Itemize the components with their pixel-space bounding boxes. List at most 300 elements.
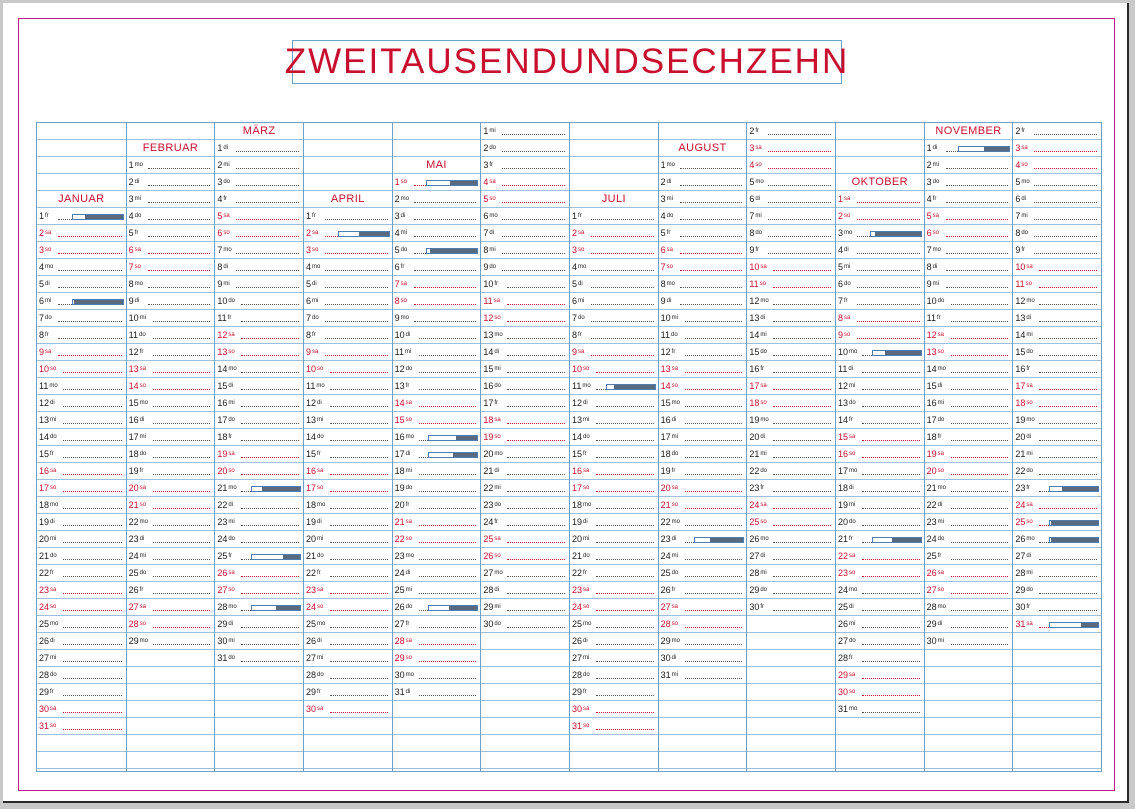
day-entry[interactable] bbox=[306, 414, 390, 427]
day-entry[interactable] bbox=[572, 465, 656, 478]
day-entry[interactable] bbox=[927, 482, 1011, 495]
day-entry[interactable] bbox=[483, 261, 567, 274]
day-entry[interactable] bbox=[39, 346, 124, 359]
day-entry[interactable] bbox=[129, 584, 213, 597]
day-entry[interactable] bbox=[927, 516, 1011, 529]
day-entry[interactable] bbox=[1015, 618, 1099, 631]
day-entry[interactable] bbox=[39, 295, 124, 308]
day-entry[interactable] bbox=[838, 482, 922, 495]
day-entry[interactable] bbox=[39, 329, 124, 342]
day-entry[interactable] bbox=[572, 601, 656, 614]
day-entry[interactable] bbox=[927, 278, 1011, 291]
day-entry[interactable] bbox=[395, 533, 479, 546]
day-entry[interactable] bbox=[572, 550, 656, 563]
day-entry[interactable] bbox=[129, 465, 213, 478]
day-entry[interactable] bbox=[1015, 125, 1099, 138]
day-entry[interactable] bbox=[217, 278, 301, 291]
day-entry[interactable] bbox=[1015, 550, 1099, 563]
day-entry[interactable] bbox=[217, 414, 301, 427]
day-entry[interactable] bbox=[661, 261, 745, 274]
day-entry[interactable] bbox=[129, 635, 213, 648]
day-entry[interactable] bbox=[217, 329, 301, 342]
day-entry[interactable] bbox=[838, 193, 922, 206]
day-entry[interactable] bbox=[749, 295, 833, 308]
day-entry[interactable] bbox=[306, 669, 390, 682]
day-entry[interactable] bbox=[129, 176, 213, 189]
day-entry[interactable] bbox=[572, 312, 656, 325]
day-entry[interactable] bbox=[749, 550, 833, 563]
day-entry[interactable] bbox=[483, 125, 567, 138]
day-entry[interactable] bbox=[395, 329, 479, 342]
day-entry[interactable] bbox=[217, 159, 301, 172]
day-entry[interactable] bbox=[129, 499, 213, 512]
day-entry[interactable] bbox=[129, 414, 213, 427]
day-entry[interactable] bbox=[927, 618, 1011, 631]
day-entry[interactable] bbox=[483, 176, 567, 189]
day-entry[interactable] bbox=[483, 227, 567, 240]
day-entry[interactable] bbox=[129, 210, 213, 223]
day-entry[interactable] bbox=[838, 312, 922, 325]
day-entry[interactable] bbox=[217, 601, 301, 614]
day-entry[interactable] bbox=[927, 176, 1011, 189]
day-entry[interactable] bbox=[661, 431, 745, 444]
day-entry[interactable] bbox=[129, 193, 213, 206]
day-entry[interactable] bbox=[39, 363, 124, 376]
day-entry[interactable] bbox=[306, 329, 390, 342]
day-entry[interactable] bbox=[1015, 397, 1099, 410]
day-entry[interactable] bbox=[838, 516, 922, 529]
day-entry[interactable] bbox=[217, 295, 301, 308]
day-entry[interactable] bbox=[1015, 414, 1099, 427]
day-entry[interactable] bbox=[129, 397, 213, 410]
day-entry[interactable] bbox=[927, 448, 1011, 461]
day-entry[interactable] bbox=[1015, 363, 1099, 376]
day-entry[interactable] bbox=[483, 363, 567, 376]
day-entry[interactable] bbox=[483, 448, 567, 461]
day-entry[interactable] bbox=[1015, 193, 1099, 206]
day-entry[interactable] bbox=[838, 448, 922, 461]
day-entry[interactable] bbox=[39, 584, 124, 597]
day-entry[interactable] bbox=[39, 703, 124, 716]
day-entry[interactable] bbox=[838, 584, 922, 597]
day-entry[interactable] bbox=[838, 635, 922, 648]
day-entry[interactable] bbox=[1015, 448, 1099, 461]
day-entry[interactable] bbox=[39, 210, 124, 223]
day-entry[interactable] bbox=[39, 448, 124, 461]
day-entry[interactable] bbox=[1015, 431, 1099, 444]
day-entry[interactable] bbox=[661, 465, 745, 478]
day-entry[interactable] bbox=[661, 584, 745, 597]
day-entry[interactable] bbox=[572, 210, 656, 223]
day-entry[interactable] bbox=[572, 363, 656, 376]
day-entry[interactable] bbox=[39, 499, 124, 512]
day-entry[interactable] bbox=[661, 210, 745, 223]
day-entry[interactable] bbox=[395, 414, 479, 427]
day-entry[interactable] bbox=[39, 720, 124, 733]
day-entry[interactable] bbox=[572, 516, 656, 529]
day-entry[interactable] bbox=[749, 329, 833, 342]
day-entry[interactable] bbox=[306, 465, 390, 478]
day-entry[interactable] bbox=[838, 210, 922, 223]
day-entry[interactable] bbox=[39, 278, 124, 291]
day-entry[interactable] bbox=[483, 329, 567, 342]
day-entry[interactable] bbox=[661, 363, 745, 376]
day-entry[interactable] bbox=[661, 244, 745, 257]
day-entry[interactable] bbox=[1015, 159, 1099, 172]
day-entry[interactable] bbox=[395, 448, 479, 461]
day-entry[interactable] bbox=[217, 397, 301, 410]
day-entry[interactable] bbox=[572, 567, 656, 580]
day-entry[interactable] bbox=[129, 618, 213, 631]
day-entry[interactable] bbox=[306, 601, 390, 614]
day-entry[interactable] bbox=[395, 380, 479, 393]
day-entry[interactable] bbox=[395, 635, 479, 648]
day-entry[interactable] bbox=[661, 652, 745, 665]
day-entry[interactable] bbox=[927, 363, 1011, 376]
day-entry[interactable] bbox=[661, 669, 745, 682]
day-entry[interactable] bbox=[39, 397, 124, 410]
day-entry[interactable] bbox=[395, 261, 479, 274]
day-entry[interactable] bbox=[572, 295, 656, 308]
day-entry[interactable] bbox=[838, 244, 922, 257]
day-entry[interactable] bbox=[927, 397, 1011, 410]
day-entry[interactable] bbox=[39, 312, 124, 325]
day-entry[interactable] bbox=[217, 516, 301, 529]
day-entry[interactable] bbox=[838, 669, 922, 682]
day-entry[interactable] bbox=[1015, 516, 1099, 529]
day-entry[interactable] bbox=[661, 414, 745, 427]
day-entry[interactable] bbox=[395, 278, 479, 291]
day-entry[interactable] bbox=[217, 567, 301, 580]
day-entry[interactable] bbox=[749, 159, 833, 172]
day-entry[interactable] bbox=[39, 465, 124, 478]
day-entry[interactable] bbox=[838, 363, 922, 376]
day-entry[interactable] bbox=[483, 584, 567, 597]
day-entry[interactable] bbox=[217, 346, 301, 359]
day-entry[interactable] bbox=[39, 567, 124, 580]
day-entry[interactable] bbox=[306, 533, 390, 546]
day-entry[interactable] bbox=[306, 584, 390, 597]
day-entry[interactable] bbox=[927, 244, 1011, 257]
day-entry[interactable] bbox=[217, 210, 301, 223]
day-entry[interactable] bbox=[927, 329, 1011, 342]
day-entry[interactable] bbox=[395, 601, 479, 614]
day-entry[interactable] bbox=[1015, 295, 1099, 308]
day-entry[interactable] bbox=[39, 431, 124, 444]
day-entry[interactable] bbox=[1015, 227, 1099, 240]
day-entry[interactable] bbox=[749, 482, 833, 495]
day-entry[interactable] bbox=[217, 533, 301, 546]
day-entry[interactable] bbox=[838, 550, 922, 563]
day-entry[interactable] bbox=[838, 431, 922, 444]
day-entry[interactable] bbox=[39, 227, 124, 240]
day-entry[interactable] bbox=[572, 278, 656, 291]
day-entry[interactable] bbox=[927, 380, 1011, 393]
day-entry[interactable] bbox=[572, 652, 656, 665]
day-entry[interactable] bbox=[129, 261, 213, 274]
day-entry[interactable] bbox=[572, 414, 656, 427]
day-entry[interactable] bbox=[306, 652, 390, 665]
day-entry[interactable] bbox=[306, 210, 390, 223]
day-entry[interactable] bbox=[661, 159, 745, 172]
day-entry[interactable] bbox=[483, 533, 567, 546]
day-entry[interactable] bbox=[217, 499, 301, 512]
day-entry[interactable] bbox=[749, 261, 833, 274]
day-entry[interactable] bbox=[749, 601, 833, 614]
day-entry[interactable] bbox=[572, 703, 656, 716]
day-entry[interactable] bbox=[306, 550, 390, 563]
day-entry[interactable] bbox=[927, 295, 1011, 308]
day-entry[interactable] bbox=[572, 686, 656, 699]
day-entry[interactable] bbox=[483, 465, 567, 478]
day-entry[interactable] bbox=[306, 380, 390, 393]
day-entry[interactable] bbox=[395, 482, 479, 495]
day-entry[interactable] bbox=[395, 227, 479, 240]
day-entry[interactable] bbox=[306, 261, 390, 274]
day-entry[interactable] bbox=[661, 380, 745, 393]
day-entry[interactable] bbox=[749, 227, 833, 240]
day-entry[interactable] bbox=[39, 669, 124, 682]
day-entry[interactable] bbox=[572, 329, 656, 342]
day-entry[interactable] bbox=[1015, 465, 1099, 478]
day-entry[interactable] bbox=[483, 210, 567, 223]
day-entry[interactable] bbox=[661, 550, 745, 563]
day-entry[interactable] bbox=[129, 516, 213, 529]
day-entry[interactable] bbox=[483, 567, 567, 580]
day-entry[interactable] bbox=[838, 397, 922, 410]
day-entry[interactable] bbox=[39, 261, 124, 274]
day-entry[interactable] bbox=[483, 159, 567, 172]
day-entry[interactable] bbox=[217, 550, 301, 563]
day-entry[interactable] bbox=[572, 720, 656, 733]
day-entry[interactable] bbox=[306, 244, 390, 257]
day-entry[interactable] bbox=[572, 380, 656, 393]
day-entry[interactable] bbox=[129, 431, 213, 444]
day-entry[interactable] bbox=[483, 278, 567, 291]
day-entry[interactable] bbox=[395, 244, 479, 257]
day-entry[interactable] bbox=[217, 244, 301, 257]
day-entry[interactable] bbox=[1015, 329, 1099, 342]
day-entry[interactable] bbox=[749, 567, 833, 580]
day-entry[interactable] bbox=[1015, 278, 1099, 291]
day-entry[interactable] bbox=[483, 499, 567, 512]
day-entry[interactable] bbox=[217, 142, 301, 155]
day-entry[interactable] bbox=[838, 227, 922, 240]
day-entry[interactable] bbox=[217, 193, 301, 206]
day-entry[interactable] bbox=[838, 278, 922, 291]
day-entry[interactable] bbox=[395, 584, 479, 597]
day-entry[interactable] bbox=[838, 652, 922, 665]
day-entry[interactable] bbox=[39, 601, 124, 614]
day-entry[interactable] bbox=[927, 533, 1011, 546]
day-entry[interactable] bbox=[217, 261, 301, 274]
day-entry[interactable] bbox=[927, 346, 1011, 359]
day-entry[interactable] bbox=[572, 448, 656, 461]
day-entry[interactable] bbox=[217, 465, 301, 478]
day-entry[interactable] bbox=[572, 533, 656, 546]
day-entry[interactable] bbox=[129, 550, 213, 563]
day-entry[interactable] bbox=[395, 686, 479, 699]
day-entry[interactable] bbox=[306, 295, 390, 308]
day-entry[interactable] bbox=[395, 210, 479, 223]
day-entry[interactable] bbox=[749, 533, 833, 546]
day-entry[interactable] bbox=[927, 210, 1011, 223]
day-entry[interactable] bbox=[572, 669, 656, 682]
day-entry[interactable] bbox=[749, 363, 833, 376]
day-entry[interactable] bbox=[1015, 601, 1099, 614]
day-entry[interactable] bbox=[749, 210, 833, 223]
day-entry[interactable] bbox=[306, 278, 390, 291]
day-entry[interactable] bbox=[217, 584, 301, 597]
day-entry[interactable] bbox=[395, 193, 479, 206]
day-entry[interactable] bbox=[661, 618, 745, 631]
day-entry[interactable] bbox=[749, 176, 833, 189]
day-entry[interactable] bbox=[129, 227, 213, 240]
day-entry[interactable] bbox=[395, 346, 479, 359]
day-entry[interactable] bbox=[483, 550, 567, 563]
day-entry[interactable] bbox=[661, 567, 745, 580]
day-entry[interactable] bbox=[306, 482, 390, 495]
day-entry[interactable] bbox=[306, 703, 390, 716]
day-entry[interactable] bbox=[395, 363, 479, 376]
day-entry[interactable] bbox=[395, 516, 479, 529]
day-entry[interactable] bbox=[838, 567, 922, 580]
day-entry[interactable] bbox=[927, 499, 1011, 512]
day-entry[interactable] bbox=[749, 397, 833, 410]
day-entry[interactable] bbox=[129, 533, 213, 546]
day-entry[interactable] bbox=[749, 278, 833, 291]
day-entry[interactable] bbox=[661, 295, 745, 308]
day-entry[interactable] bbox=[927, 601, 1011, 614]
day-entry[interactable] bbox=[306, 312, 390, 325]
day-entry[interactable] bbox=[1015, 176, 1099, 189]
day-entry[interactable] bbox=[1015, 312, 1099, 325]
day-entry[interactable] bbox=[395, 176, 479, 189]
day-entry[interactable] bbox=[129, 346, 213, 359]
day-entry[interactable] bbox=[661, 227, 745, 240]
day-entry[interactable] bbox=[749, 193, 833, 206]
day-entry[interactable] bbox=[1015, 567, 1099, 580]
day-entry[interactable] bbox=[129, 159, 213, 172]
day-entry[interactable] bbox=[838, 380, 922, 393]
day-entry[interactable] bbox=[129, 448, 213, 461]
day-entry[interactable] bbox=[129, 363, 213, 376]
day-entry[interactable] bbox=[661, 635, 745, 648]
day-entry[interactable] bbox=[217, 635, 301, 648]
day-entry[interactable] bbox=[483, 482, 567, 495]
day-entry[interactable] bbox=[749, 346, 833, 359]
day-entry[interactable] bbox=[838, 329, 922, 342]
day-entry[interactable] bbox=[483, 397, 567, 410]
day-entry[interactable] bbox=[749, 244, 833, 257]
day-entry[interactable] bbox=[749, 142, 833, 155]
day-entry[interactable] bbox=[39, 482, 124, 495]
day-entry[interactable] bbox=[306, 618, 390, 631]
day-entry[interactable] bbox=[39, 380, 124, 393]
day-entry[interactable] bbox=[661, 397, 745, 410]
day-entry[interactable] bbox=[838, 601, 922, 614]
day-entry[interactable] bbox=[661, 346, 745, 359]
day-entry[interactable] bbox=[927, 550, 1011, 563]
day-entry[interactable] bbox=[39, 635, 124, 648]
day-entry[interactable] bbox=[217, 227, 301, 240]
day-entry[interactable] bbox=[661, 482, 745, 495]
day-entry[interactable] bbox=[217, 363, 301, 376]
day-entry[interactable] bbox=[483, 618, 567, 631]
day-entry[interactable] bbox=[395, 465, 479, 478]
day-entry[interactable] bbox=[129, 567, 213, 580]
day-entry[interactable] bbox=[39, 550, 124, 563]
day-entry[interactable] bbox=[927, 431, 1011, 444]
day-entry[interactable] bbox=[483, 601, 567, 614]
day-entry[interactable] bbox=[39, 516, 124, 529]
day-entry[interactable] bbox=[838, 533, 922, 546]
day-entry[interactable] bbox=[661, 533, 745, 546]
day-entry[interactable] bbox=[39, 244, 124, 257]
day-entry[interactable] bbox=[217, 431, 301, 444]
day-entry[interactable] bbox=[306, 499, 390, 512]
day-entry[interactable] bbox=[483, 346, 567, 359]
day-entry[interactable] bbox=[927, 227, 1011, 240]
day-entry[interactable] bbox=[129, 601, 213, 614]
day-entry[interactable] bbox=[661, 499, 745, 512]
day-entry[interactable] bbox=[838, 703, 922, 716]
day-entry[interactable] bbox=[395, 499, 479, 512]
day-entry[interactable] bbox=[572, 431, 656, 444]
day-entry[interactable] bbox=[572, 261, 656, 274]
day-entry[interactable] bbox=[838, 499, 922, 512]
day-entry[interactable] bbox=[39, 533, 124, 546]
day-entry[interactable] bbox=[661, 329, 745, 342]
day-entry[interactable] bbox=[749, 584, 833, 597]
day-entry[interactable] bbox=[749, 448, 833, 461]
day-entry[interactable] bbox=[838, 414, 922, 427]
day-entry[interactable] bbox=[838, 261, 922, 274]
day-entry[interactable] bbox=[483, 312, 567, 325]
day-entry[interactable] bbox=[572, 244, 656, 257]
day-entry[interactable] bbox=[927, 414, 1011, 427]
day-entry[interactable] bbox=[749, 516, 833, 529]
day-entry[interactable] bbox=[306, 686, 390, 699]
day-entry[interactable] bbox=[217, 482, 301, 495]
day-entry[interactable] bbox=[572, 346, 656, 359]
day-entry[interactable] bbox=[395, 431, 479, 444]
day-entry[interactable] bbox=[306, 227, 390, 240]
day-entry[interactable] bbox=[1015, 346, 1099, 359]
day-entry[interactable] bbox=[572, 499, 656, 512]
day-entry[interactable] bbox=[306, 516, 390, 529]
day-entry[interactable] bbox=[749, 414, 833, 427]
day-entry[interactable] bbox=[927, 193, 1011, 206]
day-entry[interactable] bbox=[927, 584, 1011, 597]
day-entry[interactable] bbox=[749, 125, 833, 138]
day-entry[interactable] bbox=[129, 244, 213, 257]
day-entry[interactable] bbox=[129, 295, 213, 308]
day-entry[interactable] bbox=[39, 652, 124, 665]
day-entry[interactable] bbox=[306, 346, 390, 359]
day-entry[interactable] bbox=[572, 635, 656, 648]
day-entry[interactable] bbox=[927, 142, 1011, 155]
day-entry[interactable] bbox=[572, 618, 656, 631]
day-entry[interactable] bbox=[661, 176, 745, 189]
day-entry[interactable] bbox=[129, 329, 213, 342]
day-entry[interactable] bbox=[129, 278, 213, 291]
day-entry[interactable] bbox=[927, 159, 1011, 172]
day-entry[interactable] bbox=[306, 635, 390, 648]
day-entry[interactable] bbox=[572, 397, 656, 410]
day-entry[interactable] bbox=[129, 312, 213, 325]
day-entry[interactable] bbox=[661, 516, 745, 529]
